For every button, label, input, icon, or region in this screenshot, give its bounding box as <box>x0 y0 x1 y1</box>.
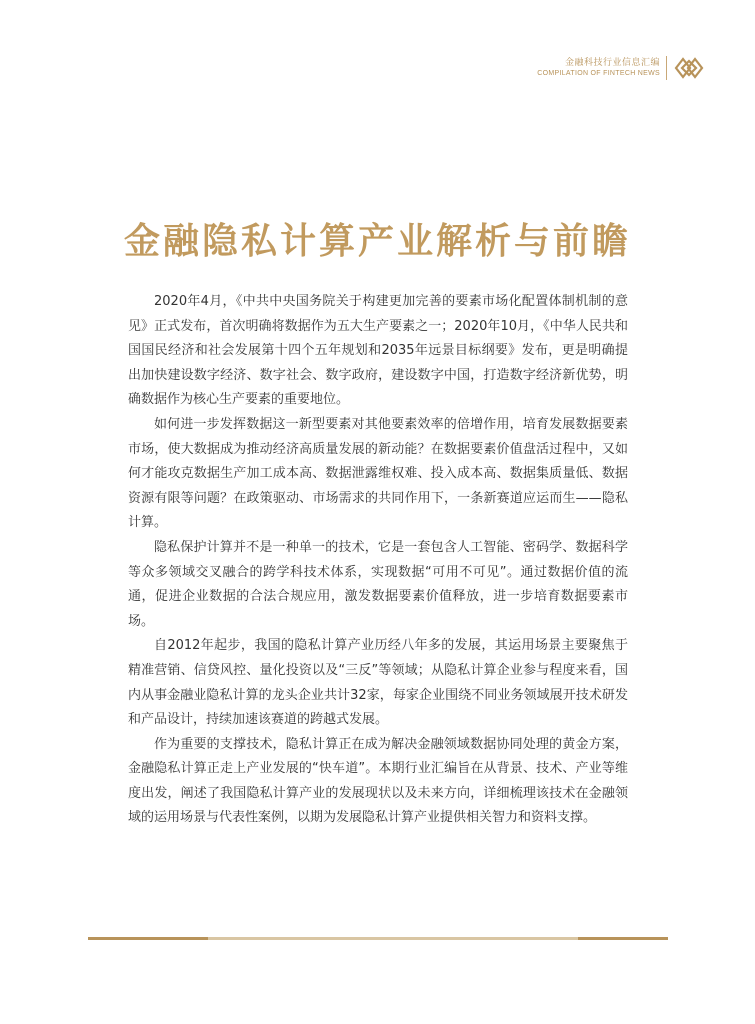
footer-rule-accent-right <box>578 937 668 940</box>
article-title: 金融隐私计算产业解析与前瞻 <box>123 221 631 262</box>
header-title-en: COMPILATION OF FINTECH NEWS <box>537 70 660 77</box>
page-header <box>537 55 705 81</box>
article-body <box>128 290 628 831</box>
interlocking-diamond-logo-icon <box>673 55 705 81</box>
header-divider <box>666 56 667 80</box>
paragraph-1: 2020年4月，《中共中央国务院关于构建更加完善的要素市场化配置体制机制的意见》正式发布，首次明确将数据作为五大生产要素之一；2020年10月，《中华人民共和国国民经济和社会发展第十四个五年规划和2035年远景目标纲要》发布，更是明确提出加快建设数字经济、数字社会、数字政府，建设数字中国，打造数字经济新优势，明确数据作为核心生产要素的重要地位。 <box>128 294 628 408</box>
paragraph-5: 作为重要的支撑技术，隐私计算正在成为解决金融领域数据协同处理的黄金方案，金融隐私计算正走上产业发展的“快车道”。本期行业汇编旨在从背景、技术、产业等维度出发，阐述了我国隐私计算产业的发展现状以及未来方向，详细梳理该技术在金融领域的运用场景与代表性案例，以期为发展隐私计算产业提供相关智力和资料支撑。 <box>128 736 628 826</box>
footer-rule-accent-left <box>88 937 208 940</box>
paragraph-3: 隐私保护计算并不是一种单一的技术，它是一套包含人工智能、密码学、数据科学等众多领域交叉融合的跨学科技术体系，实现数据“可用不可见”。通过数据价值的流通，促进企业数据的合法合规应用，激发数据要素价值释放，进一步培育数据要素市场。 <box>128 539 628 629</box>
header-text <box>537 57 660 79</box>
paragraph-2: 如何进一步发挥数据这一新型要素对其他要素效率的倍增作用，培育发展数据要素市场，使大数据成为推动经济高质量发展的新动能？在数据要素价值盘活过程中，又如何才能攻克数据生产加工成本高、数据泄露维权难、投入成本高、数据集质量低、数据资源有限等问题？在政策驱动、市场需求的共同作用下，一条新赛道应运而生——隐私计算。 <box>128 416 628 531</box>
footer-rule <box>88 937 668 940</box>
paragraph-4: 自2012年起步，我国的隐私计算产业历经八年多的发展，其运用场景主要聚焦于精准营销、信贷风控、量化投资以及“三反”等领域；从隐私计算企业参与程度来看，国内从事金融业隐私计算的龙头企业共计32家，每家企业围绕不同业务领域展开技术研发和产品设计，持续加速该赛道的跨越式发展。 <box>128 638 628 728</box>
header-title-cn: 金融科技行业信息汇编 <box>564 58 660 68</box>
